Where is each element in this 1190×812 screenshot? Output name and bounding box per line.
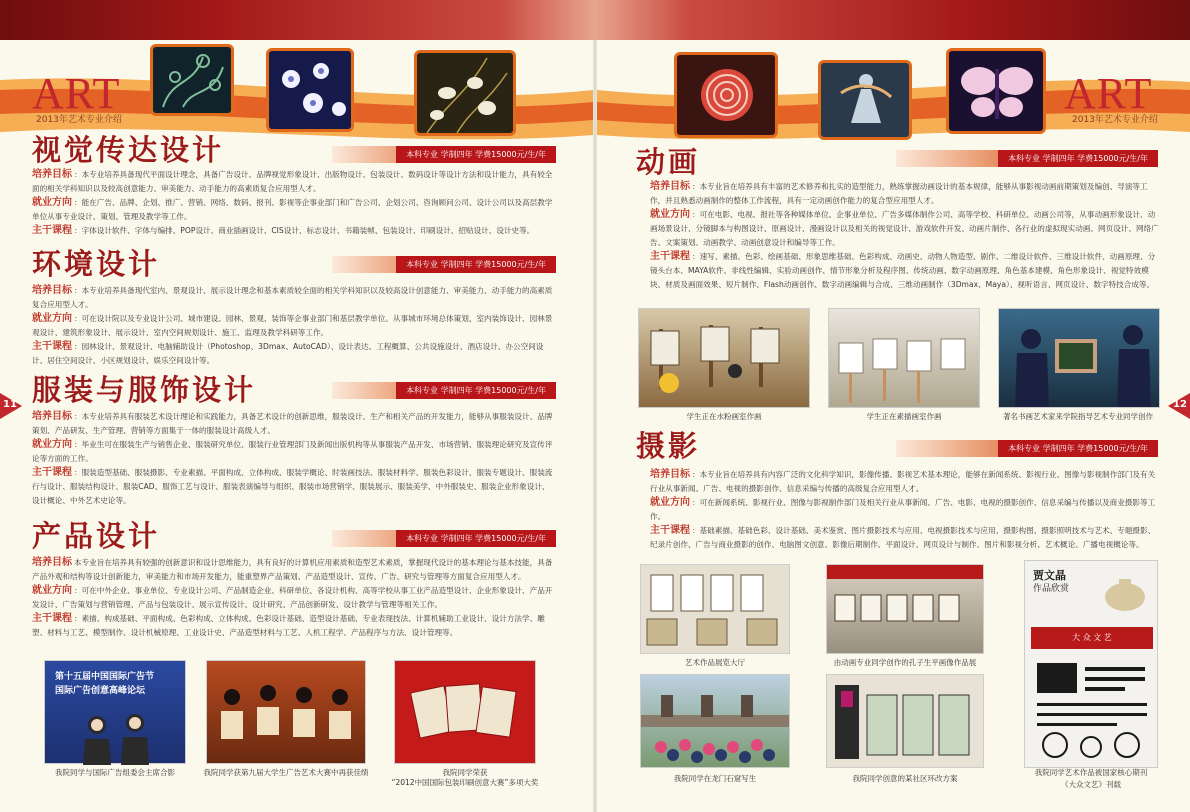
- photo-longmen-grottoes: [640, 674, 790, 768]
- thumb-dancer-figure: [818, 60, 912, 140]
- visual-section-body: 培养目标 ：本专业培养具备现代平面设计理念，具备广告设计、品牌视觉形象设计、出版物设计、包装设计、数码设计等设计方法和设计能力，具有较全面的相关学科知识以及较高创意能力、审美能力、动手能力的高素质复合应用型人才。 就业方向 ：能在广告、品牌、企划、推广、营销、网络、数码、报刊、影视等企事业部门和广告公司、企划公司、咨询顾问公司、设计公司以及高层教学单位从事专业设计、策划、管理及教学等工作。 主干课程 ：字体设计软件、字体与编排、POP设计、商业插画设计、CIS设计、标志设计、书籍装帧、包装设计、印刷设计、招贴设计、设计史等。: [32, 169, 553, 236]
- environment-section-body: 培养目标 ：本专业培养具备现代室内、景观设计、展示设计理念和基本素质较全面的相关学科知识以及较高设计创意能力、审美能力、动手能力的高素质复合应用型人才。 就业方向 ：可在设计院以及专业设计公司、城市建设、园林、景观、装饰等企事业部门和基层教学单位。从事城市环境总体策划，室内装饰设计、园林景观设计、建筑形象设计、展示设计、室内空间规划设计、施工、监理及教学科研等工作。 主干课程 ：园林设计、景观设计、电脑辅助设计（Photoshop、3Dmax、AutoCAD）、设计表达、工程概算、公共设施设计、酒店设计、办公空间设计、居住空间设计、小区规划设计、娱乐空间设计等。: [32, 285, 553, 365]
- page-number-left: 11: [0, 393, 22, 419]
- poster-subtitle: 作品欣赏: [1033, 584, 1070, 594]
- art-logo-right: ART: [1064, 69, 1153, 118]
- caption-artist-guidance: 著名书画艺术家来学院指导艺术专业同学创作: [1003, 412, 1153, 421]
- caption-exhibition-hall: 艺术作品展览大厅: [685, 658, 745, 667]
- photo-community-renovation: [826, 674, 984, 768]
- section-title-animation: 动画: [636, 145, 701, 179]
- thumb-white-flowers-navy: [266, 48, 354, 132]
- poster-artist-name: 贾文晶: [1033, 569, 1066, 582]
- thumb-floral-pattern: [150, 44, 234, 116]
- caption-confucius-exhibition: 由动画专业同学创作的孔子生平画像作品展: [833, 658, 977, 667]
- photo-artist-guidance: [998, 308, 1160, 408]
- section-title-fashion-design: 服装与服饰设计: [32, 373, 257, 407]
- poster-magazine-feature: [1024, 560, 1158, 768]
- thumb-white-flowers-gold: [414, 50, 516, 136]
- caption-ad-award: 我院同学获第九届大学生广告艺术大赛中再获佳绩: [203, 768, 369, 777]
- section-tag-bar: 本科专业 学制四年 学费15000元/生/年: [332, 256, 556, 273]
- photography-section-body: 培养目标 ：本专业旨在培养具有内容广泛的文化科学知识，影像传播、影视艺术基本理论，能够在新闻系统、影视行业、图像与影视制作部门及有关行业从事新闻、广告、电视的摄影创作、信息采编与传播的高级复合应用型人才。 就业方向 ：可在新闻系统、影视行业、图像与影视制作部门及相关行业从事新闻、广告、电影、电视的摄影创作、信息采编与传播以及商业摄影等工作。 主干课程 ：基础素描、基础色彩、设计基础、美术鉴赏、图片摄影技术与应用、电视摄影技术与应用、摄影构图、摄影照明技术与艺术、专题摄影、纪录片创作、广告与商业摄影的创作、电脑图文创意、影像后期制作、平面设计、网页设计与制作、图片和影视分析、艺术概论、广播电视概论等。: [650, 469, 1156, 549]
- photo-packaging-awards: [394, 660, 536, 764]
- caption-packaging-award-2: “2012中国国际包装印刷创意大赛”多项大奖: [391, 778, 539, 787]
- caption-ad-festival: 我院同学与国际广告组委会主席合影: [55, 768, 175, 777]
- section-tag-bar: 本科专业 学制四年 学费15000元/生/年: [896, 150, 1158, 167]
- product-section-body: 培养目标 本专业旨在培养具有较强的创新意识和设计思维能力，具有良好的计算机应用素质和造型艺术素质，掌握现代设计的基本理论与基本技能，具备产品外观和结构等设计创新能力，审美能力和市场开发能力，能重塑界产品策划、产品造型设计、宣传、广告、研究与管理等方面复合应用型人才。 就业方向 ：可在中外企业、事业单位、专业设计公司、产品制造企业、科研单位、各设计机构、高等学校从事工业产品造型设计、企业形象设计、产品开发设计、广告策划与营销管理、产品与包装设计、展示宣传设计、设计研究、产品创新研发、设计教学与管理等相关工作。 主干课程 ：素描、构成基础、平面构成、色彩构成、立体构成、色彩设计基础、造型设计基础、专业表现技法、计算机辅助工业设计、设计方法学、雕塑、材料与工艺、模型制作、设计机械原理、工业设计史、产品造型材料与工艺、人机工程学、产品程序与方法、设计管理等。: [32, 557, 553, 637]
- page-spine: [593, 40, 597, 812]
- caption-magazine-feature-1: 我院同学艺术作品被国家核心期刊: [1034, 768, 1148, 777]
- section-title-environment-design: 环境设计: [32, 247, 161, 281]
- caption-packaging-award-1: 我院同学荣获: [442, 768, 488, 777]
- animation-section-body: 培养目标 ：本专业旨在培养具有丰富的艺术修养和扎实的造型能力，熟练掌握动画设计的基本规律，能够从事影视动画前期策划及编创、导演等工作，并且熟悉动画制作的整体工作流程，具有一定动画创作能力的复合型应用型人才。 就业方向 ：可在电影、电视、报社等各种媒体单位、企事业单位、广告多媒体制作公司、高等学校、科研单位、动画公司等，从事动画形象设计、动画场景设计、分镜脚本与构图设计、原画设计、漫画设计以及相关的视觉设计、游戏软件开发、动画片制作、各行业的虚拟现实动画、网页设计、网络广告、文案策划、动画教学、动画创意设计和编导等工作。 主干课程 ：速写、素描、色彩、绘画基础、形象思维基础、色彩构成、动画史、动物人物造型、剧作、二维设计软件、三维设计软件、动画原理、分镜头台本、MAYA软件、非线性编辑、实验动画创作、情节形象分析及程序图、传统动画、数字动画原理、角色基本建模、角色形象设计、视觉特效模块、材质及画面效果、短片制作、Flash动画创作、数字动画编辑与合成、三维动画制作（3Dmax、Maya）、视听语言、网页设计、数字特技合成等。: [650, 181, 1159, 289]
- poster-red-block: 大 众 文 艺: [1031, 627, 1153, 649]
- caption-watercolor-studio: 学生正在水粉画室作画: [686, 412, 762, 421]
- photo-exhibition-hall: [640, 564, 790, 654]
- section-title-photography: 摄影: [636, 429, 701, 463]
- page-number-right: 12: [1168, 393, 1190, 419]
- art-subtitle-right: 2013年艺术专业介绍: [1072, 115, 1158, 125]
- caption-sketch-studio: 学生正在素描画室作画: [866, 412, 942, 421]
- thumb-red-peony: [674, 52, 778, 138]
- section-tag-bar: 本科专业 学制四年 学费15000元/生/年: [332, 530, 556, 547]
- photo-confucius-exhibition: [826, 564, 984, 654]
- photo-advertising-award: [206, 660, 366, 764]
- section-tag-bar: 本科专业 学制四年 学费15000元/生/年: [896, 440, 1158, 457]
- photo-sketch-studio: [828, 308, 980, 408]
- art-subtitle-left: 2013年艺术专业介绍: [36, 115, 122, 125]
- art-logo-left: ART: [32, 69, 121, 118]
- section-title-product-design: 产品设计: [32, 519, 161, 553]
- thumb-butterfly-pattern: [946, 48, 1046, 134]
- caption-magazine-feature-2: 《大众文艺》刊载: [1061, 780, 1121, 789]
- section-tag-bar: 本科专业 学制四年 学费15000元/生/年: [332, 146, 556, 163]
- top-banner-bar: [0, 0, 1190, 40]
- photo-watercolor-studio: [638, 308, 810, 408]
- caption-community-renovation: 我院同学创意的某社区环改方案: [852, 774, 958, 783]
- section-title-visual-communication: 视觉传达设计: [32, 133, 225, 167]
- fashion-section-body: 培养目标 ：本专业培养具有服装艺术设计理论和实践能力，具备艺术设计的创新思维，服装设计、生产和相关产品的开发能力，能够从事服装设计、品牌策划、产品研发、生产管理、营销等方面集于一体的服装设计高级人才。 就业方向 ：毕业生可在服装生产与销售企业、服装研究单位、服装行业管理部门及新闻出版机构等从事服装产品开发、市场营销、服装理论研究及宣传评论等方面的工作。 主干课程 ：服装造型基础、服装摄影、专业素描、平面构成、立体构成、服装学概论、时装画技法、服装材料学、服装色彩设计、服装专题设计、服装流行与设计、服装结构设计、服装CAD、服饰工艺与设计、服装表演编导与组织、服装市场营销学、服装展示、服装美学、中外服装史、服装企业形象设计、设计概论、中外艺术史论等。: [32, 411, 553, 505]
- section-tag-bar: 本科专业 学制四年 学费15000元/生/年: [332, 382, 556, 399]
- caption-longmen-grottoes: 我院同学在龙门石窟写生: [673, 774, 757, 783]
- photo-ad-festival-group: 第十五届中国国际广告节 国际广告创意高峰论坛: [44, 660, 186, 764]
